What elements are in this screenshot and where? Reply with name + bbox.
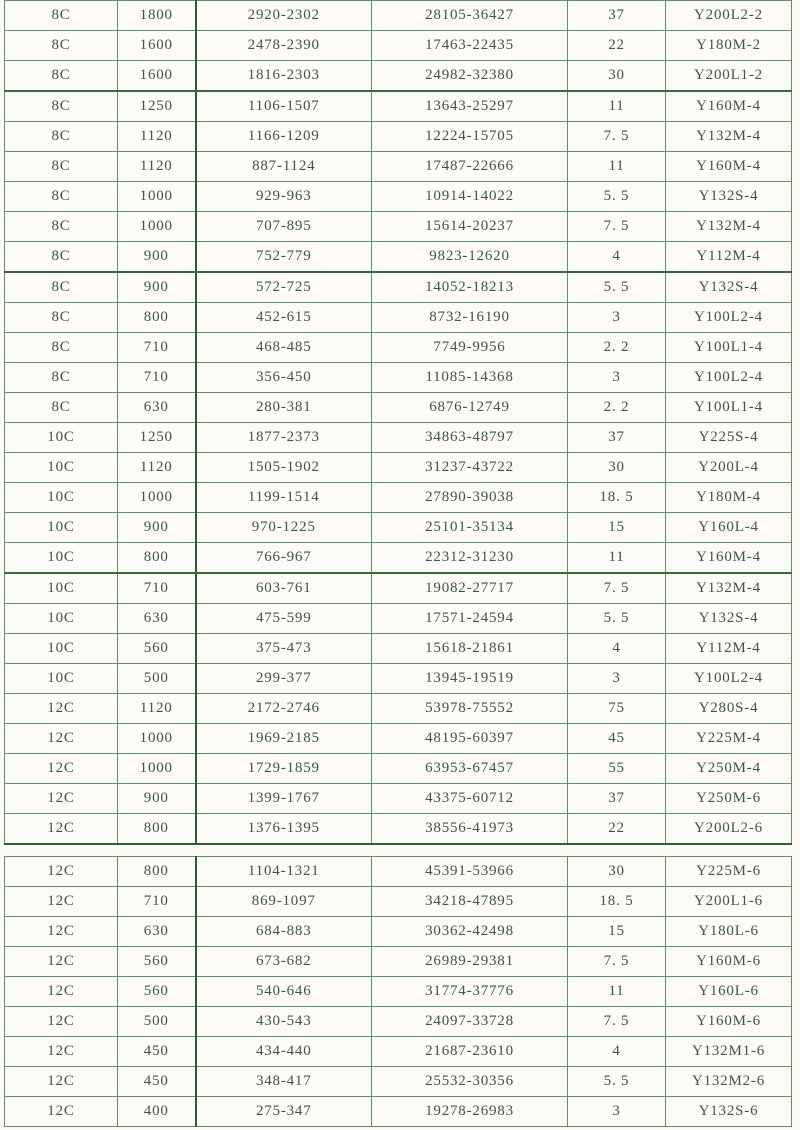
table-cell: 8C	[5, 61, 118, 92]
table-cell: Y200L-4	[666, 453, 792, 483]
table-cell: 5. 5	[568, 272, 666, 303]
table-cell: 8C	[5, 182, 118, 212]
table-cell: 752-779	[196, 242, 372, 273]
table-cell: 1120	[118, 122, 196, 152]
table-cell: 13945-19519	[372, 664, 568, 694]
table-cell: 15	[568, 513, 666, 543]
table-cell: 3	[568, 1097, 666, 1127]
table-cell: 12C	[5, 784, 118, 814]
table-cell: 5. 5	[568, 604, 666, 634]
table-cell: 1104-1321	[196, 857, 372, 887]
table-row	[5, 977, 792, 1007]
table-row	[5, 513, 792, 543]
table-cell: Y280S-4	[666, 694, 792, 724]
table-cell: Y132M1-6	[666, 1037, 792, 1067]
table-row	[5, 1007, 792, 1037]
table-cell: 1199-1514	[196, 483, 372, 513]
table-cell: 603-761	[196, 573, 372, 604]
table-cell: Y100L2-4	[666, 664, 792, 694]
table-cell: 2. 2	[568, 333, 666, 363]
table-cell: 8732-16190	[372, 303, 568, 333]
table-cell: 15614-20237	[372, 212, 568, 242]
table-cell: Y132S-6	[666, 1097, 792, 1127]
table-cell: Y160M-6	[666, 947, 792, 977]
table-cell: 10C	[5, 634, 118, 664]
table-cell: 710	[118, 363, 196, 393]
table-cell: 14052-18213	[372, 272, 568, 303]
table-cell: 10C	[5, 664, 118, 694]
table-cell: 2172-2746	[196, 694, 372, 724]
table-cell: 8C	[5, 31, 118, 61]
table-cell: 7. 5	[568, 122, 666, 152]
table-cell: 24097-33728	[372, 1007, 568, 1037]
table-row	[5, 1, 792, 31]
table-cell: 45391-53966	[372, 857, 568, 887]
table-row	[5, 363, 792, 393]
table-cell: 900	[118, 272, 196, 303]
table-cell: 12C	[5, 917, 118, 947]
table-cell: 22	[568, 814, 666, 845]
table-cell: 12224-15705	[372, 122, 568, 152]
table-block-gap	[4, 845, 791, 856]
table-row	[5, 122, 792, 152]
table-row	[5, 814, 792, 845]
table-cell: 1600	[118, 61, 196, 92]
table-cell: 3	[568, 664, 666, 694]
table-cell: 13643-25297	[372, 91, 568, 122]
table-cell: 17487-22666	[372, 152, 568, 182]
table-cell: 21687-23610	[372, 1037, 568, 1067]
table-cell: 12C	[5, 814, 118, 845]
table-row	[5, 754, 792, 784]
table-cell: 34863-48797	[372, 423, 568, 453]
table-cell: 800	[118, 857, 196, 887]
table-row	[5, 917, 792, 947]
table-cell: 673-682	[196, 947, 372, 977]
table-row	[5, 303, 792, 333]
catalog-table-block-1	[4, 0, 792, 845]
table-cell: Y160M-4	[666, 543, 792, 574]
table-cell: 1505-1902	[196, 453, 372, 483]
table-cell: 12C	[5, 1097, 118, 1127]
table-cell: Y132S-4	[666, 604, 792, 634]
table-cell: 1969-2185	[196, 724, 372, 754]
table-cell: Y200L1-2	[666, 61, 792, 92]
table-cell: 8C	[5, 333, 118, 363]
table-cell: 869-1097	[196, 887, 372, 917]
table-cell: 22	[568, 31, 666, 61]
table-cell: 9823-12620	[372, 242, 568, 273]
table-cell: 280-381	[196, 393, 372, 423]
table-cell: 10914-14022	[372, 182, 568, 212]
table-cell: 560	[118, 977, 196, 1007]
table-cell: 12C	[5, 1007, 118, 1037]
table-cell: 27890-39038	[372, 483, 568, 513]
table-cell: 800	[118, 543, 196, 574]
table-cell: 4	[568, 242, 666, 273]
table-row	[5, 604, 792, 634]
table-row	[5, 152, 792, 182]
table-cell: 3	[568, 363, 666, 393]
table-cell: 30362-42498	[372, 917, 568, 947]
table-cell: 18. 5	[568, 887, 666, 917]
table-cell: Y160L-4	[666, 513, 792, 543]
table-cell: 1000	[118, 212, 196, 242]
table-cell: 684-883	[196, 917, 372, 947]
table-cell: 10C	[5, 573, 118, 604]
table-cell: 434-440	[196, 1037, 372, 1067]
table-cell: 1376-1395	[196, 814, 372, 845]
table-cell: 11	[568, 152, 666, 182]
table-row	[5, 784, 792, 814]
table-cell: 1250	[118, 423, 196, 453]
table-cell: 11	[568, 977, 666, 1007]
table-cell: 1399-1767	[196, 784, 372, 814]
table-cell: Y112M-4	[666, 242, 792, 273]
table-cell: 500	[118, 1007, 196, 1037]
table-cell: 356-450	[196, 363, 372, 393]
table-cell: Y250M-6	[666, 784, 792, 814]
table-cell: 38556-41973	[372, 814, 568, 845]
table-cell: Y180M-4	[666, 483, 792, 513]
table-cell: 10C	[5, 423, 118, 453]
table-cell: 452-615	[196, 303, 372, 333]
table-cell: 10C	[5, 543, 118, 574]
table-row	[5, 483, 792, 513]
table-cell: 19082-27717	[372, 573, 568, 604]
table-cell: Y132M-4	[666, 573, 792, 604]
table-cell: 1000	[118, 754, 196, 784]
table-cell: 17463-22435	[372, 31, 568, 61]
table-cell: 8C	[5, 272, 118, 303]
table-cell: 12C	[5, 754, 118, 784]
table-cell: 17571-24594	[372, 604, 568, 634]
table-cell: 12C	[5, 1037, 118, 1067]
table-cell: 15618-21861	[372, 634, 568, 664]
table-cell: 25532-30356	[372, 1067, 568, 1097]
table-cell: 1120	[118, 694, 196, 724]
table-cell: 1877-2373	[196, 423, 372, 453]
table-cell: 37	[568, 1, 666, 31]
table-row	[5, 664, 792, 694]
table-cell: 12C	[5, 694, 118, 724]
table-row	[5, 393, 792, 423]
table-cell: 2920-2302	[196, 1, 372, 31]
table-cell: 1000	[118, 182, 196, 212]
table-cell: Y250M-4	[666, 754, 792, 784]
table-cell: Y132S-4	[666, 182, 792, 212]
table-cell: 707-895	[196, 212, 372, 242]
table-cell: 10C	[5, 453, 118, 483]
table-cell: 1800	[118, 1, 196, 31]
table-cell: 45	[568, 724, 666, 754]
table-cell: 560	[118, 634, 196, 664]
table-cell: 8C	[5, 393, 118, 423]
table-row	[5, 182, 792, 212]
table-cell: 970-1225	[196, 513, 372, 543]
table-cell: 15	[568, 917, 666, 947]
table-cell: 6876-12749	[372, 393, 568, 423]
table-cell: Y100L2-4	[666, 303, 792, 333]
table-cell: 2. 2	[568, 393, 666, 423]
table-cell: 8C	[5, 363, 118, 393]
table-cell: 22312-31230	[372, 543, 568, 574]
table-cell: 28105-36427	[372, 1, 568, 31]
table-row	[5, 573, 792, 604]
table-row	[5, 91, 792, 122]
table-cell: 900	[118, 784, 196, 814]
table-cell: 12C	[5, 857, 118, 887]
table-cell: 11	[568, 543, 666, 574]
table-cell: 375-473	[196, 634, 372, 664]
table-cell: Y225M-6	[666, 857, 792, 887]
table-cell: 299-377	[196, 664, 372, 694]
table-cell: Y200L2-2	[666, 1, 792, 31]
table-cell: Y200L1-6	[666, 887, 792, 917]
table-row	[5, 423, 792, 453]
table-cell: 710	[118, 573, 196, 604]
table-cell: 4	[568, 1037, 666, 1067]
table-cell: Y160L-6	[666, 977, 792, 1007]
table-cell: Y100L2-4	[666, 363, 792, 393]
table-cell: 12C	[5, 1067, 118, 1097]
table-row	[5, 857, 792, 887]
table-cell: 1120	[118, 152, 196, 182]
table-cell: 900	[118, 242, 196, 273]
table-cell: Y160M-6	[666, 1007, 792, 1037]
table-cell: Y100L1-4	[666, 393, 792, 423]
table-cell: 8C	[5, 1, 118, 31]
table-cell: 19278-26983	[372, 1097, 568, 1127]
table-cell: 34218-47895	[372, 887, 568, 917]
table-cell: 766-967	[196, 543, 372, 574]
table-cell: 7749-9956	[372, 333, 568, 363]
table-cell: 10C	[5, 513, 118, 543]
table-cell: 1000	[118, 483, 196, 513]
table-cell: Y225S-4	[666, 423, 792, 453]
table-cell: 275-347	[196, 1097, 372, 1127]
table-cell: 37	[568, 423, 666, 453]
table-cell: 8C	[5, 212, 118, 242]
table-row	[5, 333, 792, 363]
table-row	[5, 453, 792, 483]
table-cell: 630	[118, 917, 196, 947]
table-cell: 5. 5	[568, 1067, 666, 1097]
table-cell: Y200L2-6	[666, 814, 792, 845]
table-row	[5, 543, 792, 574]
table-cell: 1729-1859	[196, 754, 372, 784]
table-row	[5, 947, 792, 977]
table-cell: 1000	[118, 724, 196, 754]
table-cell: 475-599	[196, 604, 372, 634]
table-cell: Y100L1-4	[666, 333, 792, 363]
table-cell: 26989-29381	[372, 947, 568, 977]
table-cell: 8C	[5, 152, 118, 182]
table-cell: 468-485	[196, 333, 372, 363]
table-cell: 12C	[5, 977, 118, 1007]
table-cell: Y112M-4	[666, 634, 792, 664]
table-cell: 31774-37776	[372, 977, 568, 1007]
table-cell: 75	[568, 694, 666, 724]
table-cell: Y160M-4	[666, 91, 792, 122]
table-cell: 450	[118, 1037, 196, 1067]
table-cell: 25101-35134	[372, 513, 568, 543]
table-cell: 12C	[5, 947, 118, 977]
table-row	[5, 212, 792, 242]
table-cell: 887-1124	[196, 152, 372, 182]
table-cell: 400	[118, 1097, 196, 1127]
table-row	[5, 634, 792, 664]
table-cell: 800	[118, 303, 196, 333]
table-cell: 1106-1507	[196, 91, 372, 122]
table-cell: 12C	[5, 887, 118, 917]
table-cell: 4	[568, 634, 666, 664]
table-cell: 10C	[5, 604, 118, 634]
catalog-table-block-2	[4, 856, 792, 1127]
table-cell: 929-963	[196, 182, 372, 212]
table-cell: 43375-60712	[372, 784, 568, 814]
table-cell: 430-543	[196, 1007, 372, 1037]
table-cell: 8C	[5, 122, 118, 152]
table-cell: 1120	[118, 453, 196, 483]
table-cell: 5. 5	[568, 182, 666, 212]
table-cell: 7. 5	[568, 573, 666, 604]
table-cell: 1250	[118, 91, 196, 122]
table-cell: Y225M-4	[666, 724, 792, 754]
table-cell: 48195-60397	[372, 724, 568, 754]
table-cell: 37	[568, 784, 666, 814]
table-cell: Y160M-4	[666, 152, 792, 182]
table-cell: 450	[118, 1067, 196, 1097]
table-row	[5, 61, 792, 92]
table-cell: 24982-32380	[372, 61, 568, 92]
table-row	[5, 724, 792, 754]
table-cell: 800	[118, 814, 196, 845]
table-cell: Y132M-4	[666, 212, 792, 242]
table-cell: 710	[118, 333, 196, 363]
table-cell: Y180L-6	[666, 917, 792, 947]
table-cell: 12C	[5, 724, 118, 754]
table-cell: 8C	[5, 303, 118, 333]
table-cell: 53978-75552	[372, 694, 568, 724]
table-row	[5, 694, 792, 724]
table-row	[5, 1037, 792, 1067]
table-cell: 8C	[5, 91, 118, 122]
table-cell: 560	[118, 947, 196, 977]
table-cell: 710	[118, 887, 196, 917]
table-cell: Y132S-4	[666, 272, 792, 303]
table-cell: 572-725	[196, 272, 372, 303]
table-cell: Y132M-4	[666, 122, 792, 152]
table-cell: Y180M-2	[666, 31, 792, 61]
table-cell: 8C	[5, 242, 118, 273]
table-cell: 1816-2303	[196, 61, 372, 92]
table-cell: 30	[568, 61, 666, 92]
catalog-table-area	[4, 0, 791, 1127]
table-cell: 30	[568, 857, 666, 887]
table-cell: 11085-14368	[372, 363, 568, 393]
table-row	[5, 31, 792, 61]
table-cell: 63953-67457	[372, 754, 568, 784]
table-cell: Y132M2-6	[666, 1067, 792, 1097]
table-cell: 1600	[118, 31, 196, 61]
table-cell: 11	[568, 91, 666, 122]
table-cell: 630	[118, 604, 196, 634]
table-cell: 348-417	[196, 1067, 372, 1097]
table-cell: 1166-1209	[196, 122, 372, 152]
table-cell: 31237-43722	[372, 453, 568, 483]
table-row	[5, 1067, 792, 1097]
table-cell: 18. 5	[568, 483, 666, 513]
table-cell: 7. 5	[568, 212, 666, 242]
table-cell: 55	[568, 754, 666, 784]
table-row	[5, 242, 792, 273]
table-cell: 900	[118, 513, 196, 543]
table-row	[5, 887, 792, 917]
table-cell: 630	[118, 393, 196, 423]
table-cell: 2478-2390	[196, 31, 372, 61]
table-cell: 7. 5	[568, 947, 666, 977]
table-cell: 10C	[5, 483, 118, 513]
table-cell: 3	[568, 303, 666, 333]
table-cell: 500	[118, 664, 196, 694]
table-row	[5, 1097, 792, 1127]
table-cell: 540-646	[196, 977, 372, 1007]
table-cell: 30	[568, 453, 666, 483]
table-cell: 7. 5	[568, 1007, 666, 1037]
table-row	[5, 272, 792, 303]
